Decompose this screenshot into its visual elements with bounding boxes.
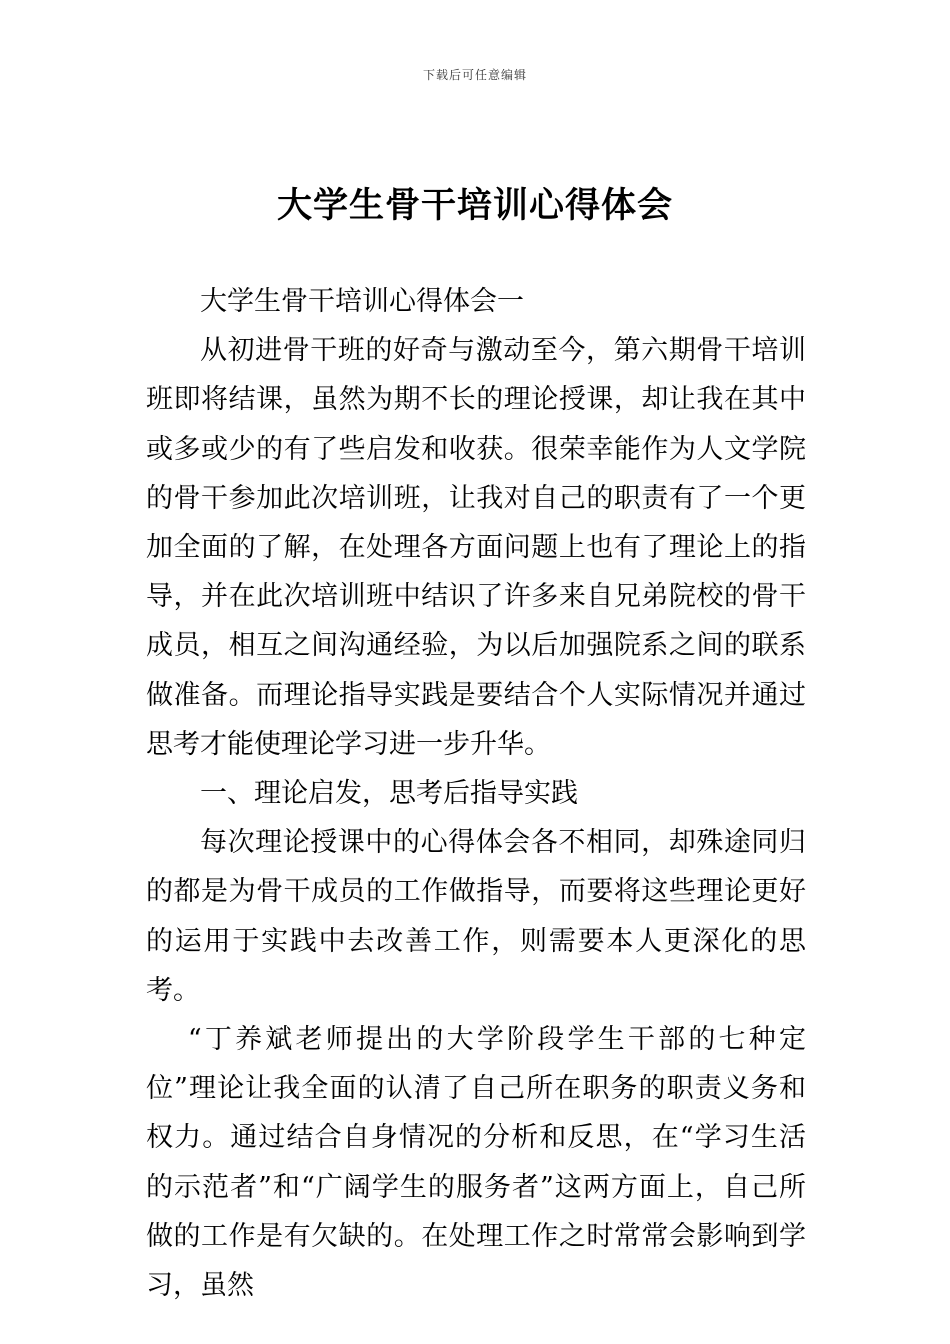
document-body xyxy=(146,277,806,1310)
body-paragraph: “丁养斌老师提出的大学阶段学生干部的七种定位”理论让我全面的认清了自己所在职务的职责义务和权力。通过结合自身情况的分析和反思，在“学习生活的示范者”和“广阔学生的服务者”这两方面上，自己所做的工作是有欠缺的。在处理工作之时常常会影响到学习，虽然 xyxy=(146,1024,806,1302)
header-note: 下载后可任意编辑 xyxy=(422,68,527,82)
body-paragraph: 从初进骨干班的好奇与激动至今，第六期骨干培训班即将结课，虽然为期不长的理论授课，却让我在其中或多或少的有了些启发和收获。很荣幸能作为人文学院的骨干参加此次培训班，让我对自己的职责有了一个更加全面的了解，在处理各方面问题上也有了理论上的指导，并在此次培训班中结识了许多来自兄弟院校的骨干成员，相互之间沟通经验，为以后加强院系之间的联系做准备。而理论指导实践是要结合个人实际情况并通过思考才能使理论学习进一步升华。 xyxy=(146,335,806,760)
document-title: 大学生骨干培训心得体会 xyxy=(276,186,673,226)
subsection-heading: 一、理论启发，思考后指导实践 xyxy=(200,778,578,810)
section-heading: 大学生骨干培训心得体会一 xyxy=(200,286,524,317)
body-paragraph: 每次理论授课中的心得体会各不相同，却殊途同归的都是为骨干成员的工作做指导，而要将这些理论更好的运用于实践中去改善工作，则需要本人更深化的思考。 xyxy=(146,827,806,1006)
